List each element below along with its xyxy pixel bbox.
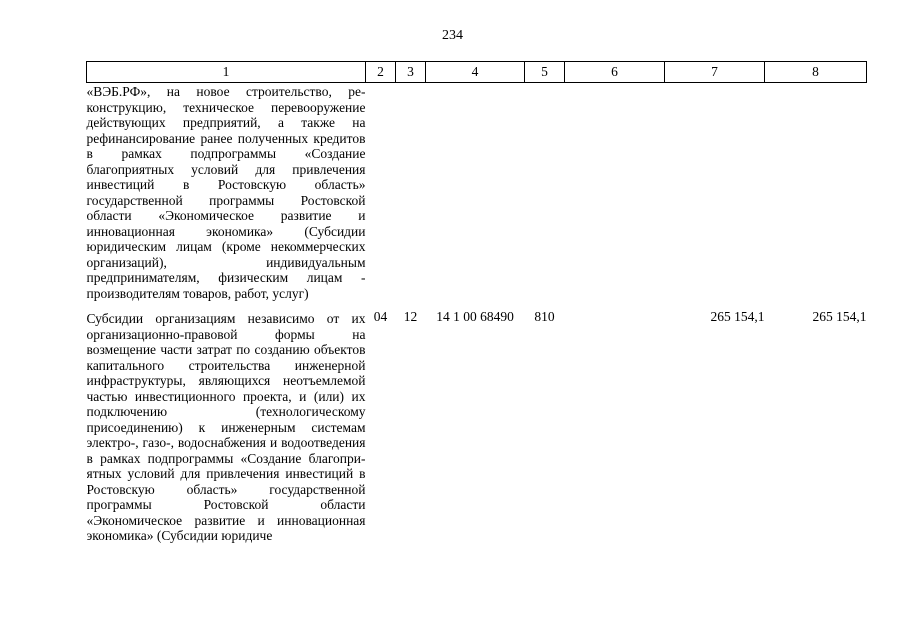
row-expense-type: [525, 83, 565, 310]
row-description: Субсидии организациям независимо от их организационно-правовой формы на возмещение части затрат по созданию объектов капитального строительства инженерной инфраструктуры, являющихся неотъемлемой частью инвестиционного проекта, и (или) их подключению (технологическому присоединению) к инженерным системам электро-, газо-, водоснабжения и водоотведения в рамках подпрограммы «Создание благоприятных условий для привлечения инвестиций в Ростовскую область» государственной программы Ростовской области «Экономическое развитие и инновационная экономика» (Субсидии юридиче: [86, 311, 366, 543]
header-col-3: 3: [396, 62, 426, 83]
row-section: 04: [373, 309, 388, 324]
row-subsection: 12: [403, 309, 418, 324]
header-col-4: 4: [426, 62, 525, 83]
row-target-article: [426, 83, 525, 310]
header-row: [87, 62, 867, 83]
header-col-2: 2: [366, 62, 396, 83]
row-col-6: [565, 83, 665, 310]
row-target-article: 14 1 00 68490: [436, 309, 514, 324]
header-col-8: 8: [765, 62, 867, 83]
header-col-7: 7: [665, 62, 765, 83]
header-col-1: 1: [87, 62, 366, 83]
header-col-5: 5: [525, 62, 565, 83]
row-col-8: [765, 83, 867, 310]
table-row: [87, 83, 867, 310]
row-col-6: [565, 309, 665, 557]
row-subsection: [396, 83, 426, 310]
row-section: [366, 83, 396, 310]
row-description: «ВЭБ.РФ», на новое строительство, реконструкцию, техническое перевооружение действующих предприятий, а также на рефинансирование ранее полученных кредитов в рамках подпрограммы «Создание благоприятных условий для привлечения инвестиций в Ростовскую область» государственной программы Ростовской области «Экономическое развитие и инновационная экономика» (Субсидии юридическим лицам (кроме некоммерческих организаций), индивидуальным предпринимателям, физическим лицам - производителям товаров, работ, услуг): [86, 84, 366, 301]
row-col-7: [665, 83, 765, 310]
table-row: [87, 309, 867, 557]
row-expense-type: 810: [534, 309, 555, 324]
header-col-6: 6: [565, 62, 665, 83]
page-number: 234: [442, 28, 463, 43]
budget-table: [86, 61, 867, 557]
row-col-7: 265 154,1: [710, 309, 765, 324]
row-col-8: 265 154,1: [812, 309, 867, 324]
